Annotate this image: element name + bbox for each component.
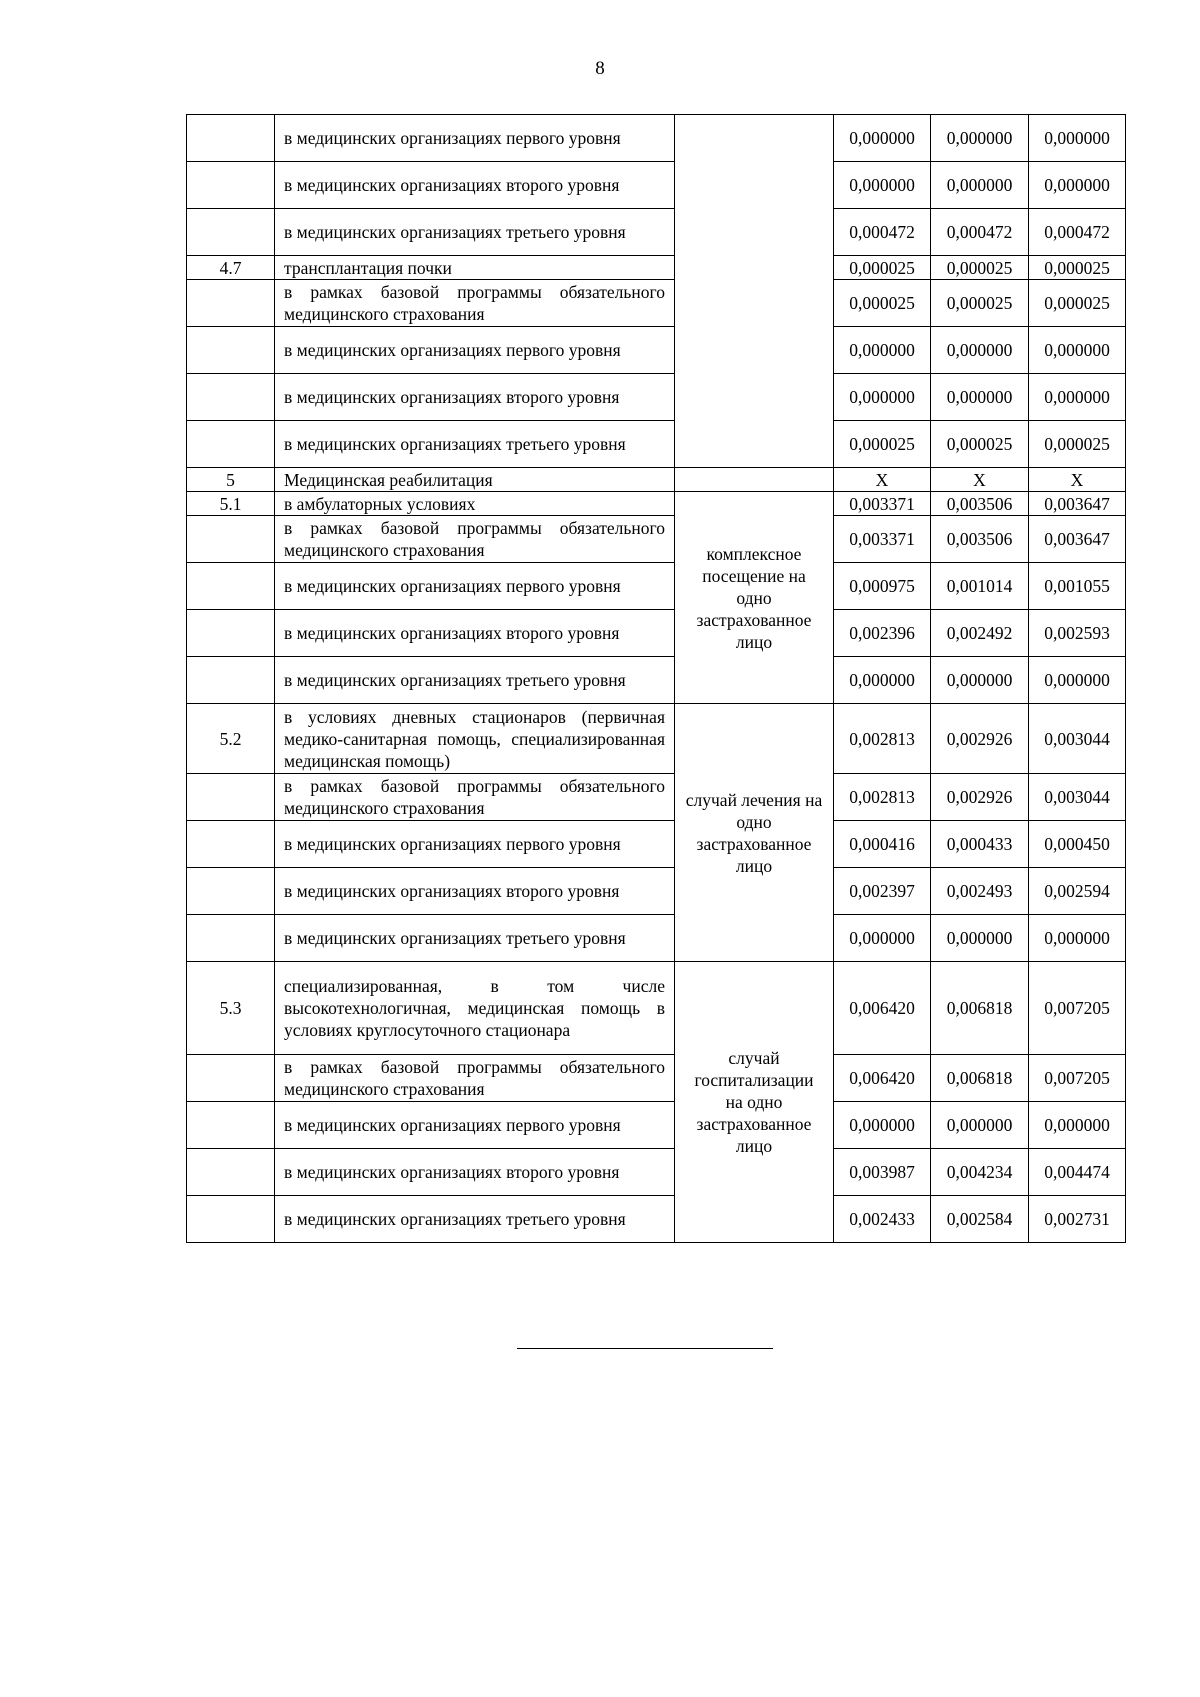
value-year-3: 0,003647 <box>1029 516 1126 563</box>
value-year-3: 0,000000 <box>1029 915 1126 962</box>
row-name: в рамках базовой программы обязательного медицинского страхования <box>275 280 675 327</box>
end-of-document-line <box>517 1348 773 1349</box>
value-year-1: 0,006420 <box>834 1055 931 1102</box>
value-year-2: 0,006818 <box>931 962 1029 1055</box>
value-year-3: 0,000000 <box>1029 327 1126 374</box>
unit-cell <box>675 468 834 492</box>
value-year-2: 0,003506 <box>931 492 1029 516</box>
row-name: в рамках базовой программы обязательного медицинского страхования <box>275 1055 675 1102</box>
row-name: в медицинских организациях первого уровня <box>275 821 675 868</box>
row-number <box>187 327 275 374</box>
value-year-1: 0,002813 <box>834 774 931 821</box>
value-year-3: 0,000000 <box>1029 162 1126 209</box>
table-row <box>187 209 1126 256</box>
row-name: в амбулаторных условиях <box>275 492 675 516</box>
table-row <box>187 421 1126 468</box>
row-number <box>187 774 275 821</box>
unit-cell <box>675 115 834 468</box>
value-year-1: 0,000000 <box>834 327 931 374</box>
value-year-1: 0,000025 <box>834 421 931 468</box>
value-year-1: 0,000000 <box>834 374 931 421</box>
value-year-3: 0,007205 <box>1029 1055 1126 1102</box>
row-number <box>187 1055 275 1102</box>
row-name: в рамках базовой программы обязательного медицинского страхования <box>275 516 675 563</box>
row-number <box>187 610 275 657</box>
value-year-3: 0,002594 <box>1029 868 1126 915</box>
row-name: в медицинских организациях первого уровня <box>275 115 675 162</box>
value-year-1: 0,000000 <box>834 1102 931 1149</box>
row-number <box>187 915 275 962</box>
value-year-3: 0,007205 <box>1029 962 1126 1055</box>
rates-table <box>186 114 1126 1243</box>
row-number <box>187 868 275 915</box>
value-year-3: 0,003044 <box>1029 704 1126 774</box>
value-year-1: 0,000416 <box>834 821 931 868</box>
row-number: 5 <box>187 468 275 492</box>
value-year-3: 0,000000 <box>1029 115 1126 162</box>
row-number <box>187 657 275 704</box>
value-year-3: 0,000000 <box>1029 374 1126 421</box>
page-number: 8 <box>595 58 605 79</box>
table-row <box>187 868 1126 915</box>
row-name: в медицинских организациях третьего уровня <box>275 915 675 962</box>
table-row <box>187 657 1126 704</box>
row-number <box>187 516 275 563</box>
value-year-1: X <box>834 468 931 492</box>
row-name: в медицинских организациях второго уровня <box>275 868 675 915</box>
table-row <box>187 962 1126 1055</box>
value-year-1: 0,003987 <box>834 1149 931 1196</box>
value-year-3: 0,000472 <box>1029 209 1126 256</box>
value-year-1: 0,002433 <box>834 1196 931 1243</box>
unit-cell: комплексное посещение на одно застрахованное лицо <box>675 492 834 704</box>
value-year-3: 0,000450 <box>1029 821 1126 868</box>
value-year-2: 0,006818 <box>931 1055 1029 1102</box>
row-name: в медицинских организациях второго уровня <box>275 610 675 657</box>
value-year-3: 0,000000 <box>1029 657 1126 704</box>
value-year-2: 0,000025 <box>931 421 1029 468</box>
value-year-2: 0,000000 <box>931 374 1029 421</box>
table-row <box>187 563 1126 610</box>
table-row <box>187 280 1126 327</box>
row-number <box>187 563 275 610</box>
row-name: в медицинских организациях второго уровня <box>275 374 675 421</box>
row-number <box>187 162 275 209</box>
value-year-3: 0,003647 <box>1029 492 1126 516</box>
table-row <box>187 256 1126 280</box>
value-year-3: 0,003044 <box>1029 774 1126 821</box>
value-year-3: X <box>1029 468 1126 492</box>
value-year-1: 0,000000 <box>834 915 931 962</box>
table-row <box>187 1055 1126 1102</box>
row-number: 5.3 <box>187 962 275 1055</box>
value-year-1: 0,000000 <box>834 162 931 209</box>
row-name: трансплантация почки <box>275 256 675 280</box>
row-number <box>187 209 275 256</box>
row-name: в условиях дневных стационаров (первичная медико-санитарная помощь, специализированная медицинская помощь) <box>275 704 675 774</box>
table-row <box>187 704 1126 774</box>
row-name: в медицинских организациях второго уровня <box>275 1149 675 1196</box>
value-year-2: 0,000000 <box>931 657 1029 704</box>
table-row <box>187 516 1126 563</box>
table-row <box>187 162 1126 209</box>
value-year-1: 0,003371 <box>834 516 931 563</box>
value-year-1: 0,000025 <box>834 280 931 327</box>
value-year-1: 0,003371 <box>834 492 931 516</box>
value-year-1: 0,000000 <box>834 657 931 704</box>
value-year-1: 0,000472 <box>834 209 931 256</box>
value-year-3: 0,000025 <box>1029 280 1126 327</box>
row-number <box>187 1149 275 1196</box>
value-year-2: 0,000000 <box>931 915 1029 962</box>
table-row <box>187 468 1126 492</box>
value-year-2: 0,000433 <box>931 821 1029 868</box>
table-row <box>187 1102 1126 1149</box>
value-year-3: 0,002731 <box>1029 1196 1126 1243</box>
table-row <box>187 374 1126 421</box>
row-number <box>187 821 275 868</box>
value-year-2: 0,000000 <box>931 327 1029 374</box>
row-name: в медицинских организациях третьего уровня <box>275 421 675 468</box>
row-number <box>187 1196 275 1243</box>
value-year-3: 0,000025 <box>1029 421 1126 468</box>
value-year-1: 0,002397 <box>834 868 931 915</box>
unit-cell: случай лечения на одно застрахованное лицо <box>675 704 834 962</box>
value-year-2: 0,002492 <box>931 610 1029 657</box>
row-name: в медицинских организациях первого уровня <box>275 563 675 610</box>
row-number <box>187 280 275 327</box>
value-year-2: 0,004234 <box>931 1149 1029 1196</box>
table-row <box>187 774 1126 821</box>
row-number: 4.7 <box>187 256 275 280</box>
value-year-1: 0,002396 <box>834 610 931 657</box>
row-name: в медицинских организациях первого уровня <box>275 1102 675 1149</box>
value-year-1: 0,000000 <box>834 115 931 162</box>
table-row <box>187 492 1126 516</box>
table-row <box>187 610 1126 657</box>
table-row <box>187 821 1126 868</box>
row-name: в рамках базовой программы обязательного медицинского страхования <box>275 774 675 821</box>
row-name: в медицинских организациях третьего уровня <box>275 1196 675 1243</box>
value-year-2: 0,000472 <box>931 209 1029 256</box>
row-number <box>187 1102 275 1149</box>
value-year-2: 0,000025 <box>931 256 1029 280</box>
row-name: специализированная, в том числе высокотехнологичная, медицинская помощь в условиях круглосуточного стационара <box>275 962 675 1055</box>
value-year-2: X <box>931 468 1029 492</box>
value-year-1: 0,000975 <box>834 563 931 610</box>
table-row <box>187 115 1126 162</box>
value-year-3: 0,004474 <box>1029 1149 1126 1196</box>
row-name: в медицинских организациях третьего уровня <box>275 657 675 704</box>
value-year-2: 0,000000 <box>931 115 1029 162</box>
row-number <box>187 374 275 421</box>
table-row <box>187 327 1126 374</box>
value-year-2: 0,002493 <box>931 868 1029 915</box>
row-number <box>187 115 275 162</box>
value-year-2: 0,000000 <box>931 162 1029 209</box>
value-year-1: 0,002813 <box>834 704 931 774</box>
row-name: Медицинская реабилитация <box>275 468 675 492</box>
row-name: в медицинских организациях третьего уровня <box>275 209 675 256</box>
value-year-3: 0,000025 <box>1029 256 1126 280</box>
value-year-3: 0,000000 <box>1029 1102 1126 1149</box>
value-year-2: 0,002926 <box>931 774 1029 821</box>
value-year-2: 0,000025 <box>931 280 1029 327</box>
row-name: в медицинских организациях второго уровня <box>275 162 675 209</box>
value-year-2: 0,003506 <box>931 516 1029 563</box>
table-row <box>187 915 1126 962</box>
value-year-1: 0,006420 <box>834 962 931 1055</box>
value-year-2: 0,002584 <box>931 1196 1029 1243</box>
value-year-2: 0,002926 <box>931 704 1029 774</box>
row-name: в медицинских организациях первого уровня <box>275 327 675 374</box>
value-year-3: 0,001055 <box>1029 563 1126 610</box>
row-number: 5.2 <box>187 704 275 774</box>
table-row <box>187 1196 1126 1243</box>
value-year-2: 0,000000 <box>931 1102 1029 1149</box>
row-number: 5.1 <box>187 492 275 516</box>
value-year-2: 0,001014 <box>931 563 1029 610</box>
table-row <box>187 1149 1126 1196</box>
row-number <box>187 421 275 468</box>
value-year-3: 0,002593 <box>1029 610 1126 657</box>
value-year-1: 0,000025 <box>834 256 931 280</box>
unit-cell: случай госпитализации на одно застрахованное лицо <box>675 962 834 1243</box>
